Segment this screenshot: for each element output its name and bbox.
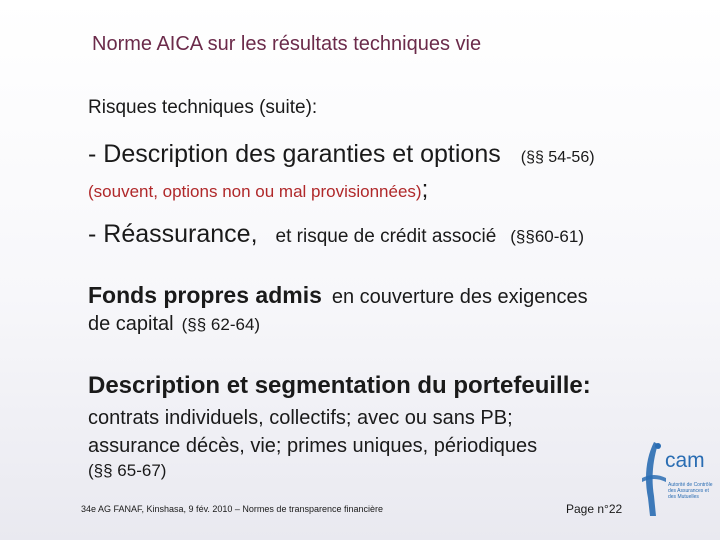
description-line1: contrats individuels, collectifs; avec ou sans PB;: [88, 407, 513, 429]
footer-text: 34e AG FANAF, Kinshasa, 9 fév. 2010 – Normes de transparence financière: [81, 504, 384, 514]
fonds-propres-line: [88, 282, 588, 309]
fonds-heading: Fonds propres admis: [88, 282, 322, 308]
description-line2: assurance décès, vie; primes uniques, périodiques: [88, 435, 538, 457]
section-subtitle: Risques techniques (suite):: [88, 97, 318, 118]
paragraph-ref: (§§ 65-67): [88, 461, 167, 480]
bullet-mid-text: et risque de crédit associé: [275, 226, 497, 247]
paragraph-ref: (§§ 54-56): [520, 149, 595, 166]
note-text: (souvent, options non ou mal provisionnées): [88, 182, 422, 201]
fonds-line2-text: de capital: [88, 313, 174, 335]
fonds-propres-line2: [88, 313, 260, 336]
logo-subtitle: Autorité de Contrôle des Assurances et des Mutuelles: [668, 482, 713, 500]
bullet-reassurance: [88, 220, 584, 249]
bullet-text: - Réassurance,: [88, 220, 258, 248]
fonds-rest: en couverture des exigences: [331, 286, 588, 308]
paragraph-ref: (§§ 62-64): [181, 315, 261, 334]
logo-wordmark: cam: [665, 449, 705, 472]
paragraph-ref: (§§60-61): [510, 227, 584, 246]
cam-logo: [636, 438, 718, 518]
description-heading: Description et segmentation du portefeuille:: [88, 372, 591, 399]
page-number: Page n°22: [566, 502, 623, 516]
bullet-text: - Description des garanties et options: [88, 140, 501, 168]
slide-title: Norme AICA sur les résultats techniques vie: [92, 33, 482, 55]
note-end: ;: [421, 176, 429, 203]
bullet-note: [88, 176, 428, 204]
bullet-description-garanties: [88, 140, 595, 169]
